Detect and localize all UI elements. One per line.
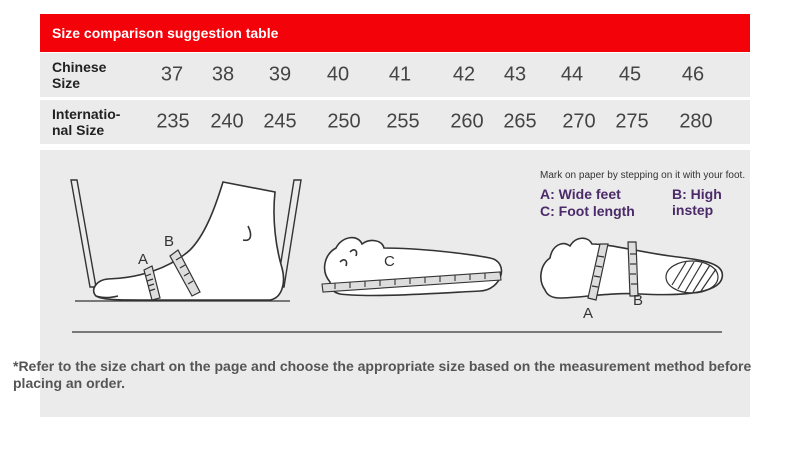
chinese-size-cell: 40 xyxy=(326,63,350,86)
top-label-b: B xyxy=(633,292,644,309)
legend-high-instep: B: High instep xyxy=(672,186,722,218)
international-size-cell: 260 xyxy=(450,110,484,133)
international-size-row xyxy=(40,100,750,144)
international-size-cell: 280 xyxy=(679,110,713,133)
chinese-size-cell: 41 xyxy=(388,63,412,86)
legend-foot-length: C: Foot length xyxy=(540,203,635,219)
size-table-header xyxy=(40,14,750,52)
international-size-cell: 255 xyxy=(386,110,420,133)
legend-wide-feet: A: Wide feet xyxy=(540,186,621,202)
top-label-a: A xyxy=(583,305,594,322)
chinese-size-cell: 44 xyxy=(560,63,584,86)
side-label-b: B xyxy=(164,233,175,250)
international-size-cell: 250 xyxy=(327,110,361,133)
chinese-size-cell: 37 xyxy=(160,63,184,86)
footnote-text: *Refer to the size chart on the page and choose the appropriate size based on the measurement method before placing an order. xyxy=(13,358,752,391)
international-size-cell: 240 xyxy=(210,110,244,133)
international-size-cell: 270 xyxy=(562,110,596,133)
side-label-a: A xyxy=(138,251,149,268)
international-size-cell: 265 xyxy=(503,110,537,133)
chinese-size-cell: 42 xyxy=(452,63,476,86)
left-ruler-icon xyxy=(71,180,96,287)
size-table-title: Size comparison suggestion table xyxy=(52,25,279,41)
chinese-size-cell: 45 xyxy=(618,63,642,86)
sole-label-c: C xyxy=(384,253,395,270)
tape-b-top-icon xyxy=(628,242,638,296)
chinese-size-cell: 46 xyxy=(681,63,705,86)
chinese-size-row xyxy=(40,53,750,97)
international-size-cell: 245 xyxy=(263,110,297,133)
international-size-label: Internatio- nal Size xyxy=(52,106,121,138)
chinese-size-cell: 39 xyxy=(268,63,292,86)
instruction-text: Mark on paper by stepping on it with your foot. xyxy=(540,170,746,181)
chinese-size-label: Chinese Size xyxy=(52,59,107,91)
chinese-size-cell: 38 xyxy=(211,63,235,86)
international-size-cell: 235 xyxy=(156,110,190,133)
international-size-cell: 275 xyxy=(615,110,649,133)
chinese-size-cell: 43 xyxy=(503,63,527,86)
